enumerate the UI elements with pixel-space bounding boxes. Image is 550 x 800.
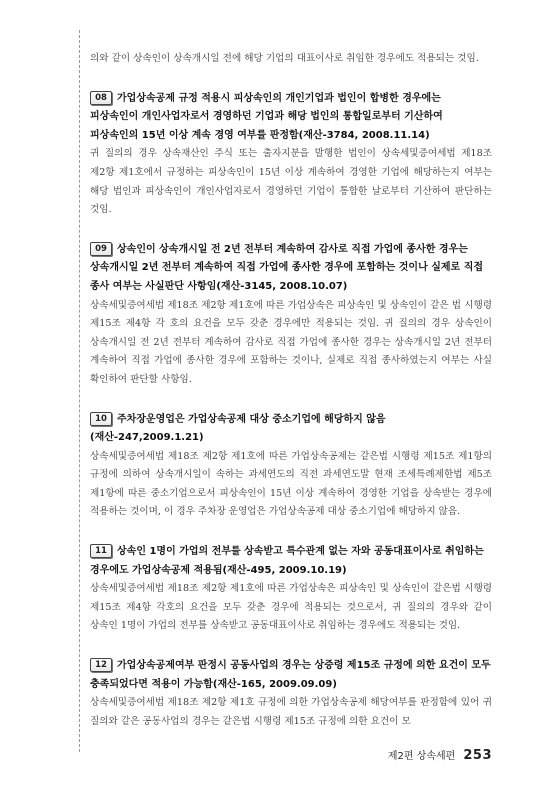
ruling-body: 상속세및증여세법 제18조 제2항 제1호 규정에 의한 가업상속공제 해당여부를 판정함에 있어 귀 질의와 같은 공동사업의 경우는 같은법 시행령 제15조 규정에 의한 요건이 모 — [90, 697, 492, 727]
ruling-title-text: 상속인 1명이 가업의 전부를 상속받고 특수관계 없는 자와 공동대표이사로 취임하는 경우에도 가업상속공제 적용됨(재산-495, 2009.10.19) — [90, 546, 484, 576]
ruling-body: 귀 질의의 경우 상속재산인 주식 또는 출자지분을 발행한 법인이 상속세및증여세법 제18조 제2항 제1호에서 규정하는 피상속인이 15년 이상 계속하여 경영한 기업에 해당하는지 여부는 해당 법인과 피상속인이 개인사업자로서 경영하던 기업이 통합한 날로부터 기산하여 판단하는 것임. — [90, 148, 492, 216]
item-number-badge: 10 — [90, 412, 112, 426]
ruling-item-08 — [90, 90, 492, 220]
ruling-body: 상속세및증여세법 제18조 제2항 제1호에 따른 가업상속은 피상속인 및 상속인이 같은법 시행령 제15조 제4항 각호의 요건을 모두 갖춘 경우에 적용되는 것으로서, 귀 질의의 경우와 같이 상속인 1명이 가업의 전부를 상속받고 공동대표이사로 취임하는 경우에도 적용되는 것임. — [90, 583, 492, 632]
ruling-title-text: 가업상속공제여부 판정시 공동사업의 경우는 상증령 제15조 규정에 의한 요건이 모두 충족되었다면 적용이 가능함(재산-165, 2009.09.09) — [90, 660, 491, 690]
item-number-badge: 11 — [90, 544, 112, 558]
ruling-item-12 — [90, 657, 492, 731]
page-content — [90, 50, 492, 731]
ruling-item-11 — [90, 543, 492, 636]
item-number-badge: 12 — [90, 658, 112, 672]
ruling-title-text: 주차장운영업은 가업상속공제 대상 중소기업에 해당하지 않음(재산-247,2009.1.21) — [90, 413, 386, 444]
ruling-item-09 — [90, 241, 492, 390]
item-number-badge: 09 — [90, 242, 112, 256]
ruling-title — [90, 90, 492, 146]
ruling-title-text: 가업상속공제 규정 적용시 피상속인의 개인기업과 법인이 합병한 경우에는 피상속인이 개인사업자로서 경영하던 기업과 해당 법인의 통합일로부터 기산하여 피상속인의 15년 이상 계속 경영 여부를 판정함(재산-3784, 2008.11.14) — [90, 92, 443, 141]
page-number: 253 — [463, 748, 492, 763]
ruling-body: 상속세및증여세법 제18조 제2항 제1호에 따른 가업상속은 피상속인 및 상속인이 같은 법 시행령 제15조 제4항 각 호의 요건을 모두 갖춘 경우에만 적용되는 것임. 귀 질의의 경우 상속인이 상속개시일 전 2년 전부터 계속하여 감사로 직접 가업에 종사한 경우는 상속개시일 2년 전부터 계속하여 직접 가업에 종사한 경우에 포함하는 것이나, 실제로 직접 종사하였는지 여부는 사실 확인하여 판단할 사항임. — [90, 299, 493, 385]
ruling-body: 상속세및증여세법 제18조 제2항 제1호에 따른 가업상속공제는 같은법 시행령 제15조 제1항의 규정에 의하여 상속개시일이 속하는 과세연도의 직전 과세연도말 현재 조세특례제한법 제5조 제1항에 따른 중소기업으로서 피상속인이 15년 이상 계속하여 경영한 기업을 상속받는 경우에 적용하는 것이며, 이 경우 주차장 운영업은 가업상속공제 대상 중소기업에 해당하지 않음. — [90, 450, 492, 518]
item-number-badge: 08 — [90, 91, 112, 105]
ruling-title-text: 상속인이 상속개시일 전 2년 전부터 계속하여 감사로 직접 가업에 종사한 경우는 상속개시일 2년 전부터 계속하여 직접 가업에 종사한 경우에 포함하는 것이나 실제로 직접 종사 여부는 사실판단 사항임(재산-3145, 2008.10.07) — [90, 243, 484, 292]
section-label: 제2편 상속세편 — [387, 751, 456, 762]
intro-paragraph: 의와 같이 상속인이 상속개시일 전에 해당 기업의 대표이사로 취임한 경우에도 적용되는 것임. — [90, 53, 479, 64]
ruling-title — [90, 543, 492, 580]
ruling-title — [90, 241, 492, 297]
margin-dashed-line — [79, 30, 80, 752]
ruling-title — [90, 657, 492, 694]
ruling-item-10 — [90, 411, 492, 523]
ruling-title — [90, 411, 492, 448]
page-footer — [388, 744, 492, 763]
